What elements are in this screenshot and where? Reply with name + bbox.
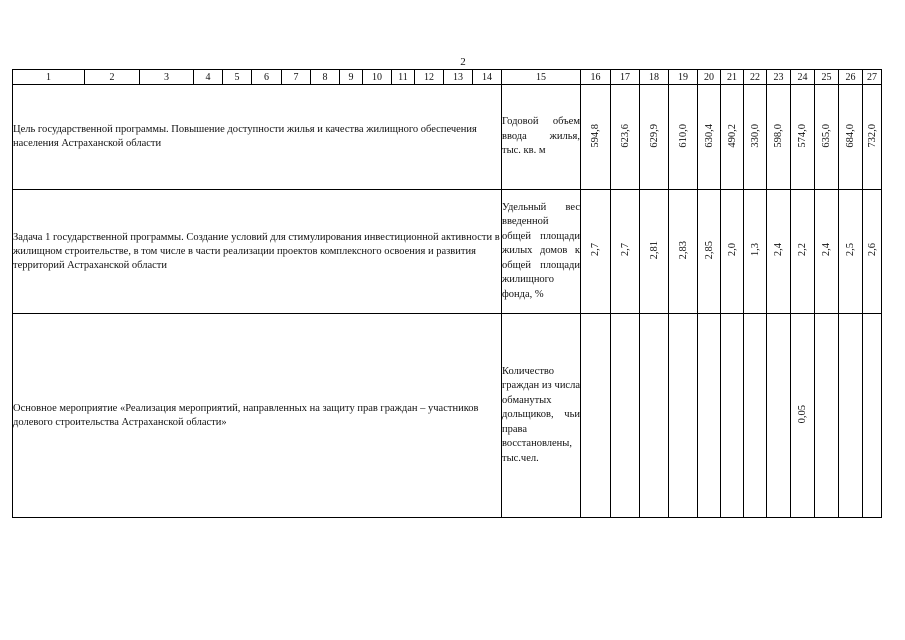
value-cell: 2,2 <box>791 190 815 314</box>
value-cell: 2,6 <box>863 190 882 314</box>
value-cell: 2,7 <box>611 190 640 314</box>
value-cell: 2,4 <box>815 190 839 314</box>
program-indicators-table <box>12 69 882 518</box>
header-cell: 25 <box>815 70 839 85</box>
page-number: 2 <box>460 56 466 68</box>
header-cell: 26 <box>839 70 863 85</box>
header-cell: 3 <box>140 70 194 85</box>
value-cell <box>581 314 611 518</box>
header-cell: 18 <box>640 70 669 85</box>
indicator-text: Удельный вес введенной общей площади жилых домов к общей площади жилищного фонда, % <box>502 190 581 314</box>
value-cell <box>698 314 721 518</box>
header-cell: 1 <box>13 70 85 85</box>
header-cell: 27 <box>863 70 882 85</box>
value-cell: 732,0 <box>863 85 882 190</box>
value-cell: 2,0 <box>721 190 744 314</box>
header-cell: 24 <box>791 70 815 85</box>
value-cell: 2,83 <box>669 190 698 314</box>
header-cell: 14 <box>473 70 502 85</box>
value-cell: 2,4 <box>767 190 791 314</box>
goal-text: Цель государственной программы. Повышение доступности жилья и качества жилищного обеспечения населения Астраханской области <box>13 85 502 190</box>
table-row-task <box>13 190 882 314</box>
value-cell: 594,8 <box>581 85 611 190</box>
header-cell: 10 <box>363 70 392 85</box>
indicator-text: Количество граждан из числа обманутых дольщиков, чьи права восстановлены, тыс.чел. <box>502 314 581 518</box>
header-cell: 6 <box>252 70 282 85</box>
header-cell: 5 <box>223 70 252 85</box>
header-cell: 15 <box>502 70 581 85</box>
task-text: Задача 1 государственной программы. Создание условий для стимулирования инвестиционной активности в жилищном строительстве, в том числе в части реализации проектов комплексного освоения и развития территорий Астраханской области <box>13 190 502 314</box>
activity-text: Основное мероприятие «Реализация мероприятий, направленных на защиту прав граждан – участников долевого строительства Астраханской области» <box>13 314 502 518</box>
table-row-activity <box>13 314 882 518</box>
value-cell <box>669 314 698 518</box>
header-cell: 23 <box>767 70 791 85</box>
header-cell: 11 <box>392 70 415 85</box>
value-cell: 2,5 <box>839 190 863 314</box>
value-cell: 635,0 <box>815 85 839 190</box>
header-cell: 12 <box>415 70 444 85</box>
value-cell <box>640 314 669 518</box>
header-cell: 2 <box>85 70 140 85</box>
value-cell <box>767 314 791 518</box>
value-cell <box>611 314 640 518</box>
value-cell: 629,9 <box>640 85 669 190</box>
value-cell: 1,3 <box>744 190 767 314</box>
value-cell: 2,85 <box>698 190 721 314</box>
header-row <box>13 70 882 85</box>
value-cell: 630,4 <box>698 85 721 190</box>
value-cell <box>839 314 863 518</box>
value-cell <box>863 314 882 518</box>
value-cell <box>815 314 839 518</box>
value-cell: 684,0 <box>839 85 863 190</box>
header-cell: 4 <box>194 70 223 85</box>
indicator-text: Годовой объем ввода жилья, тыс. кв. м <box>502 85 581 190</box>
header-cell: 8 <box>311 70 340 85</box>
header-cell: 17 <box>611 70 640 85</box>
header-cell: 16 <box>581 70 611 85</box>
value-cell <box>744 314 767 518</box>
value-cell: 2,7 <box>581 190 611 314</box>
value-cell: 490,2 <box>721 85 744 190</box>
header-cell: 20 <box>698 70 721 85</box>
header-cell: 22 <box>744 70 767 85</box>
value-cell: 330,0 <box>744 85 767 190</box>
table-row-goal <box>13 85 882 190</box>
value-cell: 610,0 <box>669 85 698 190</box>
header-cell: 13 <box>444 70 473 85</box>
value-cell: 574,0 <box>791 85 815 190</box>
value-cell: 0,05 <box>791 314 815 518</box>
value-cell: 2,81 <box>640 190 669 314</box>
header-cell: 21 <box>721 70 744 85</box>
value-cell: 598,0 <box>767 85 791 190</box>
header-cell: 7 <box>282 70 311 85</box>
header-cell: 9 <box>340 70 363 85</box>
header-cell: 19 <box>669 70 698 85</box>
value-cell <box>721 314 744 518</box>
value-cell: 623,6 <box>611 85 640 190</box>
